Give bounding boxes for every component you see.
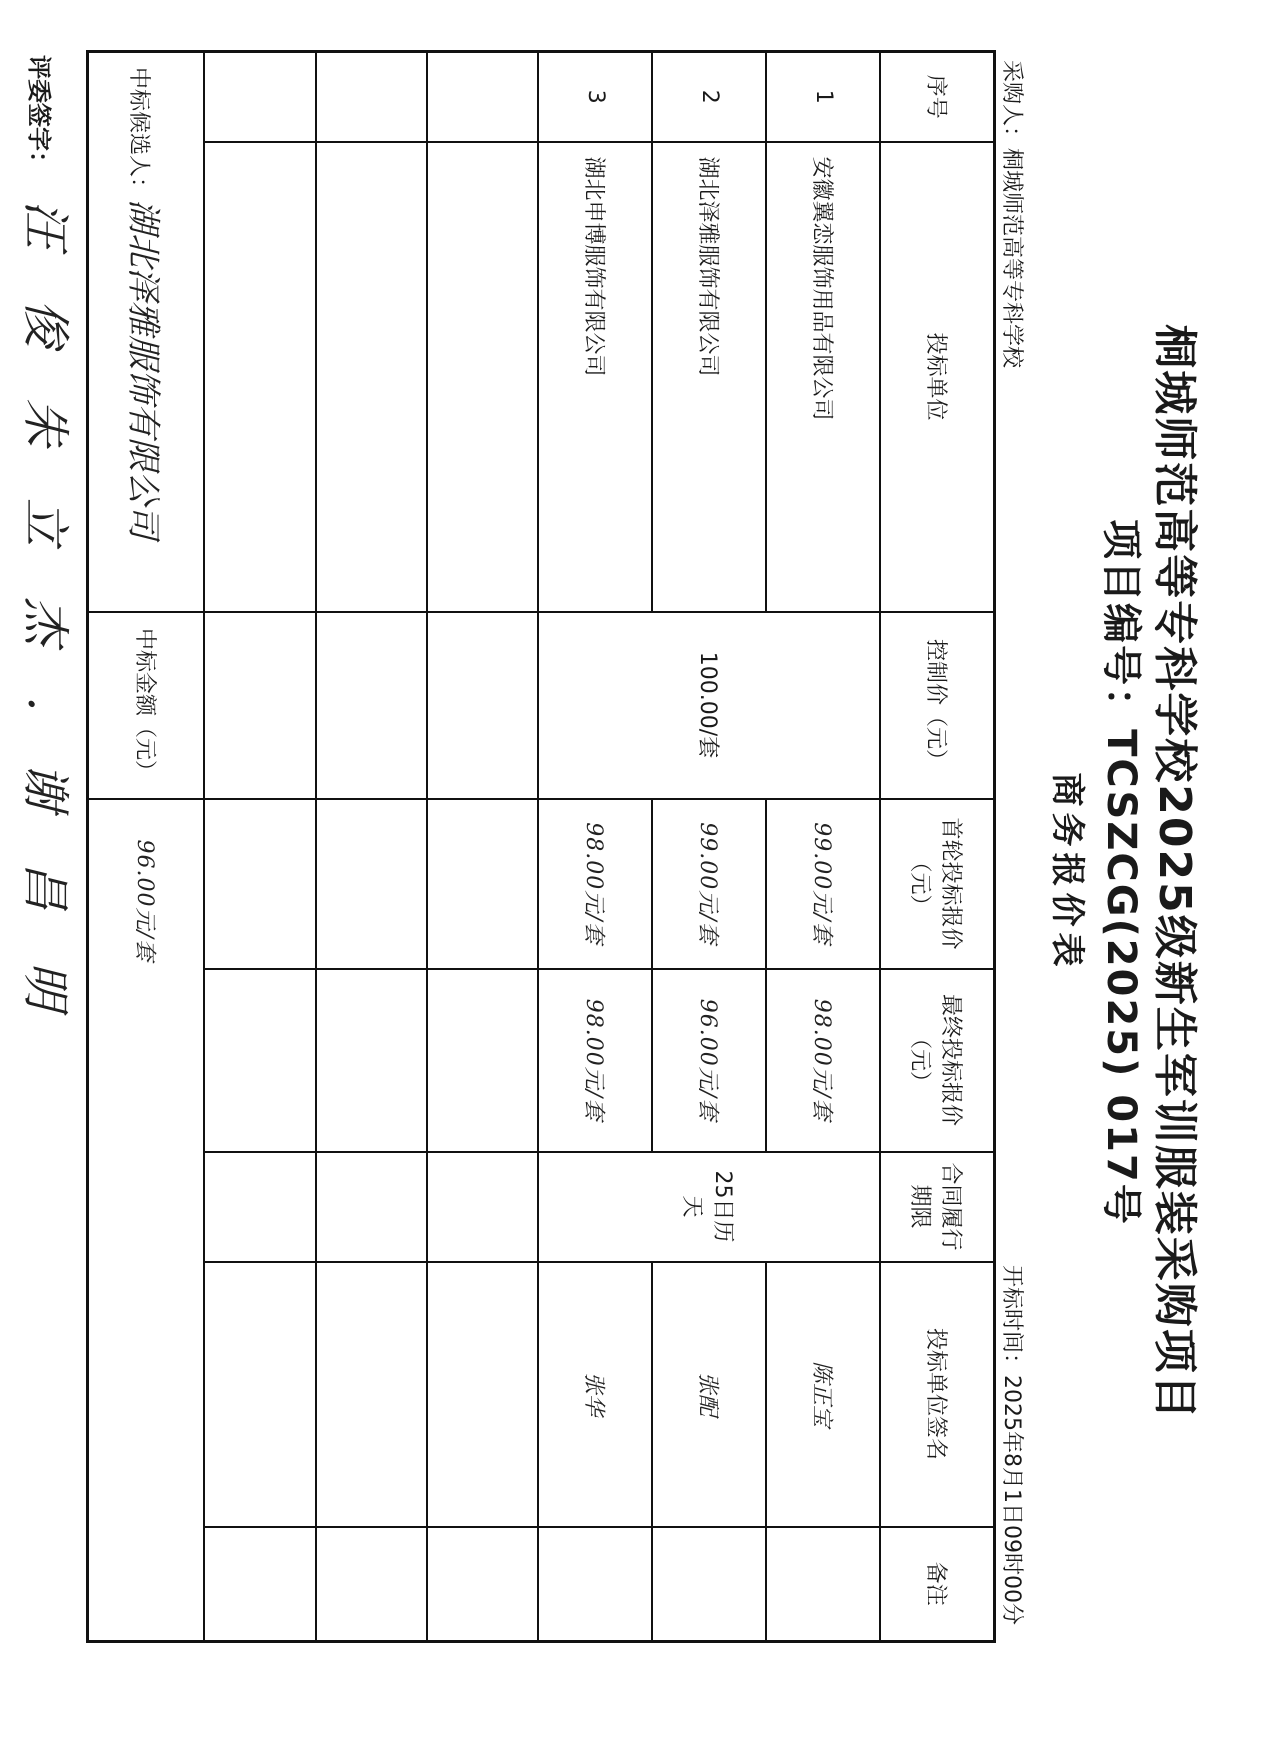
opening-time-line: 开标时间：2025年8月1日09时00分 [999, 1265, 1024, 1625]
row-final-bid: 96.00元/套 [653, 969, 767, 1152]
project-code: 项目编号：TCSZCG(2025) 017号 [1098, 519, 1144, 1226]
row-signature: 张华 [539, 1262, 653, 1527]
winning-amount-label: 中标金额（元） [88, 612, 205, 799]
row-note [767, 1527, 881, 1642]
review-signatures: 汪 俊 朱 立 杰 . 谢 昌 明 [17, 200, 73, 1028]
row-note [653, 1527, 767, 1642]
document-title: 桐城师范高等专科学校2025级新生军训服装采购项目 [1149, 324, 1200, 1421]
bid-price-table [86, 50, 996, 1643]
row-company: 安徽翼恋服饰用品有限公司 [767, 142, 881, 612]
row-company: 湖北申博服饰有限公司 [539, 142, 653, 612]
col-header-contract-period: 合同履行期限 [881, 1152, 995, 1262]
col-header-final-bid: 最终投标报价（元） [881, 969, 995, 1152]
row-final-bid: 98.00元/套 [767, 969, 881, 1152]
table-row [653, 52, 767, 1642]
candidate-name: 湖北泽雅服饰有限公司 [122, 199, 163, 540]
row-no: 1 [767, 52, 881, 142]
row-first-bid: 98.00元/套 [539, 799, 653, 969]
blank-row [427, 52, 538, 1642]
winning-candidate-row [88, 52, 205, 1642]
form-subtitle: 商务报价表 [1047, 772, 1087, 973]
table-row [539, 52, 653, 1642]
col-header-no: 序号 [881, 52, 995, 142]
row-no: 3 [539, 52, 653, 142]
row-note [539, 1527, 653, 1642]
col-header-note: 备注 [881, 1527, 995, 1642]
col-header-company: 投标单位 [881, 142, 995, 612]
col-header-control-price: 控制价（元） [881, 612, 995, 799]
row-signature: 陈正宝 [767, 1262, 881, 1527]
row-no: 2 [653, 52, 767, 142]
row-first-bid: 99.00元/套 [767, 799, 881, 969]
header-row [881, 52, 995, 1642]
review-label: 评委签字： [25, 55, 53, 175]
blank-row [316, 52, 427, 1642]
candidate-label: 中标候选人： [125, 67, 151, 200]
purchaser-line: 采购人：桐城师范高等专科学校 [999, 60, 1024, 369]
control-price-cell: 100.00/套 [539, 612, 881, 799]
col-header-signature: 投标单位签名 [881, 1262, 995, 1527]
row-final-bid: 98.00元/套 [539, 969, 653, 1152]
blank-row [204, 52, 315, 1642]
row-company: 湖北泽雅服饰有限公司 [653, 142, 767, 612]
row-signature: 张配 [653, 1262, 767, 1527]
table-row [767, 52, 881, 1642]
winning-amount-value: 96.00元/套 [88, 799, 205, 1642]
col-header-first-bid: 首轮投标报价（元） [881, 799, 995, 969]
contract-period-cell: 25日历天 [539, 1152, 881, 1262]
winning-candidate-cell [88, 52, 205, 612]
row-first-bid: 99.00元/套 [653, 799, 767, 969]
